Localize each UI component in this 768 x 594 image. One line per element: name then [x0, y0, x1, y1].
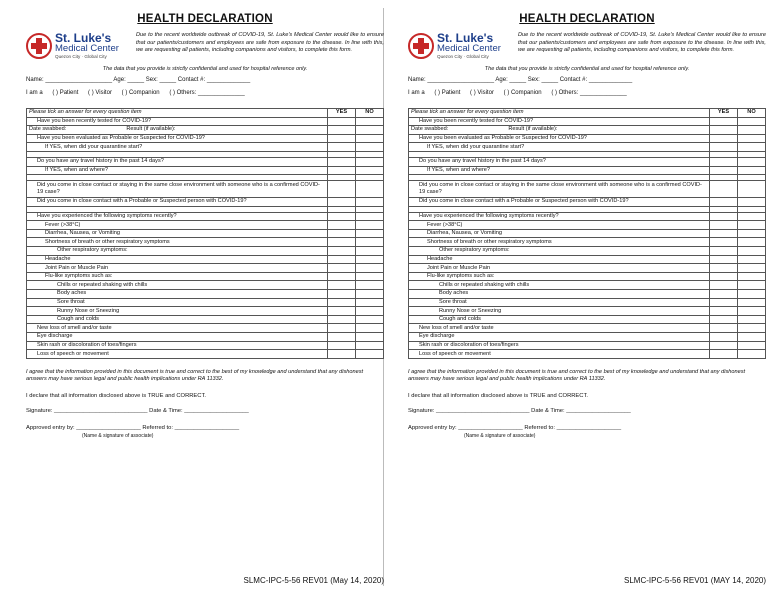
symptom-skin: Skin rash or discoloration of toes/fingers [409, 341, 710, 350]
table-row [27, 315, 384, 324]
no-box[interactable] [738, 298, 766, 307]
table-row [27, 157, 384, 166]
no-box[interactable] [738, 281, 766, 290]
yes-box[interactable] [328, 166, 356, 175]
yes-box[interactable] [328, 238, 356, 247]
no-box[interactable] [738, 247, 766, 256]
yes-box[interactable] [328, 157, 356, 166]
yes-box[interactable] [710, 157, 738, 166]
yes-box[interactable] [710, 272, 738, 281]
question-contact-confirmed: Did you come in close contact or staying in the same close environment with someone who is a confirmed COVID-19 case? [27, 181, 328, 198]
table-row [27, 247, 384, 256]
no-box[interactable] [738, 315, 766, 324]
result-label: Result (if available): [126, 126, 176, 133]
table-row [409, 350, 766, 359]
symptom-headache: Headache [27, 255, 328, 264]
approved-entry-sub: (Name & signature of associate) [464, 432, 536, 439]
confidential-note: The data that you provide is strictly confidential and used for hospital reference only. [484, 66, 690, 73]
question-contact-confirmed: Did you come in close contact or staying in the same close environment with someone who is a confirmed COVID-19 case? [409, 181, 710, 198]
no-box[interactable] [356, 117, 384, 126]
no-box[interactable] [356, 134, 384, 143]
yes-header: YES [710, 108, 738, 117]
no-box[interactable] [356, 143, 384, 152]
yes-box[interactable] [710, 229, 738, 238]
symptom-chills: Chills or repeated shaking with chills [27, 281, 328, 290]
yes-box[interactable] [328, 307, 356, 316]
hospital-logo [26, 32, 130, 60]
role-others[interactable]: ( ) Others: ______________ [169, 90, 245, 97]
question-evaluated: Have you been evaluated as Probable or Suspected for COVID-19? [409, 134, 710, 143]
table-row [27, 290, 384, 299]
no-box[interactable] [738, 324, 766, 333]
agreement-text: I agree that the information provided in this document is true and correct to the best of my knowledge and understand that any dishonest answers may have serious legal and public health implications under RA 11332. [26, 368, 364, 383]
symptom-runny-nose: Runny Nose or Sneezing [409, 307, 710, 316]
yes-box[interactable] [328, 117, 356, 126]
table-row [409, 341, 766, 350]
table-row [27, 221, 384, 230]
symptom-runny-nose: Runny Nose or Sneezing [27, 307, 328, 316]
approved-entry-line[interactable]: Approved entry by: ____________________ Referred to: ____________________ [408, 425, 622, 432]
table-row [27, 198, 384, 207]
name-field-line[interactable]: Name: ____________________ Age: _____ Sex: _____ Contact #: _____________ [26, 76, 251, 83]
question-quarantine: If YES, when did your quarantine start? [409, 143, 710, 152]
yes-box[interactable] [328, 264, 356, 273]
table-row [27, 238, 384, 247]
form-code-footer: SLMC-IPC-5-56 REV01 (May 14, 2020) [243, 576, 384, 585]
swab-date-label: Date swabbed: [411, 126, 449, 133]
yes-box[interactable] [710, 341, 738, 350]
table-instruction: Please tick an answer for every question item [409, 108, 710, 117]
logo-line3: Quezon City · Global City [437, 54, 489, 60]
symptom-breath: Shortness of breath or other respiratory symptoms [27, 238, 328, 247]
table-row [27, 264, 384, 273]
symptom-diarrhea: Diarrhea, Nausea, or Vomiting [27, 229, 328, 238]
no-box[interactable] [356, 166, 384, 175]
signature-line[interactable]: Signature: _____________________________ Date & Time: ____________________ [26, 408, 249, 415]
table-header-row [27, 108, 384, 117]
yes-box[interactable] [710, 134, 738, 143]
symptom-sore-throat: Sore throat [27, 298, 328, 307]
symptom-body-aches: Body aches [409, 290, 710, 299]
no-box[interactable] [356, 333, 384, 342]
no-box[interactable] [356, 350, 384, 359]
table-row [409, 126, 766, 135]
table-row [409, 290, 766, 299]
no-box[interactable] [738, 264, 766, 273]
symptom-fever: Fever (>38°C) [409, 221, 710, 230]
question-symptoms: Have you experienced the following symptoms recently? [27, 212, 328, 221]
i-am-label: I am a [408, 90, 425, 97]
symptom-eye: Eye discharge [409, 333, 710, 342]
no-box[interactable] [356, 307, 384, 316]
no-box[interactable] [356, 341, 384, 350]
role-visitor[interactable]: ( ) Visitor [88, 90, 112, 97]
table-row [27, 126, 384, 135]
yes-box[interactable] [328, 350, 356, 359]
yes-box[interactable] [328, 126, 356, 135]
cross-seal-icon [26, 33, 52, 59]
yes-header: YES [328, 108, 356, 117]
form-header [26, 32, 384, 60]
no-box[interactable] [738, 143, 766, 152]
table-row [409, 157, 766, 166]
logo-line2: Medical Center [437, 43, 501, 55]
question-travel: Do you have any travel history in the past 14 days? [27, 157, 328, 166]
table-row [27, 229, 384, 238]
role-companion[interactable]: ( ) Companion [121, 90, 160, 97]
logo-line3: Quezon City · Global City [55, 54, 107, 60]
result-label: Result (if available): [508, 126, 558, 133]
yes-box[interactable] [328, 272, 356, 281]
no-box[interactable] [356, 315, 384, 324]
table-row [27, 166, 384, 175]
table-row [27, 307, 384, 316]
table-row [409, 181, 766, 198]
yes-box[interactable] [328, 229, 356, 238]
no-box[interactable] [356, 324, 384, 333]
no-header: NO [356, 108, 384, 117]
form-title: HEALTH DECLARATION [519, 13, 655, 25]
symptom-fever: Fever (>38°C) [27, 221, 328, 230]
table-row [27, 281, 384, 290]
symptom-speech: Loss of speech or movement [27, 350, 328, 359]
i-am-label: I am a [26, 90, 43, 97]
role-selection [26, 90, 384, 98]
cross-seal-icon [408, 33, 434, 59]
table-row [27, 298, 384, 307]
table-row [27, 181, 384, 198]
intro-text: Due to the recent worldwide outbreak of COVID-19, St. Luke's Medical Center would like to ensure that our patients/customers and employees are safe from exposure to the disease. In line with this, we are requesting all patients, including companions and visitors, to complete this form. [136, 32, 384, 54]
symptom-joint: Joint Pain or Muscle Pain [27, 264, 328, 273]
logo-line1: St. Luke's [437, 31, 494, 46]
table-row [27, 341, 384, 350]
no-box[interactable] [738, 126, 766, 135]
question-symptoms: Have you experienced the following symptoms recently? [409, 212, 710, 221]
table-row [409, 221, 766, 230]
yes-box[interactable] [710, 126, 738, 135]
symptom-flu: Flu-like symptoms such as: [409, 272, 710, 281]
role-patient[interactable]: ( ) Patient [434, 90, 461, 97]
table-row [409, 333, 766, 342]
table-row [409, 315, 766, 324]
table-row [409, 307, 766, 316]
no-box[interactable] [738, 166, 766, 175]
yes-box[interactable] [710, 281, 738, 290]
table-row [27, 350, 384, 359]
table-row [409, 298, 766, 307]
question-tested: Have you been recently tested for COVID-19? [409, 117, 710, 126]
no-box[interactable] [356, 212, 384, 221]
table-row [27, 255, 384, 264]
role-visitor[interactable]: ( ) Visitor [470, 90, 494, 97]
question-travel-when: If YES, when and where? [27, 166, 328, 175]
yes-box[interactable] [710, 290, 738, 299]
question-tested: Have you been recently tested for COVID-19? [27, 117, 328, 126]
symptom-smell: New loss of smell and/or taste [409, 324, 710, 333]
question-swab-date [27, 126, 328, 135]
symptom-sore-throat: Sore throat [409, 298, 710, 307]
table-row [409, 117, 766, 126]
table-row [27, 324, 384, 333]
no-box[interactable] [738, 229, 766, 238]
form-title: HEALTH DECLARATION [137, 13, 273, 25]
no-box[interactable] [738, 290, 766, 299]
no-box[interactable] [356, 264, 384, 273]
swab-date-label: Date swabbed: [29, 126, 67, 133]
no-box[interactable] [356, 255, 384, 264]
yes-box[interactable] [710, 181, 738, 198]
yes-box[interactable] [710, 264, 738, 273]
yes-box[interactable] [328, 290, 356, 299]
yes-box[interactable] [710, 307, 738, 316]
table-row [27, 212, 384, 221]
yes-box[interactable] [710, 298, 738, 307]
symptom-body-aches: Body aches [27, 290, 328, 299]
table-row [409, 212, 766, 221]
yes-box[interactable] [710, 238, 738, 247]
no-box[interactable] [356, 298, 384, 307]
yes-box[interactable] [710, 247, 738, 256]
approved-entry-line[interactable]: Approved entry by: ____________________ Referred to: ____________________ [26, 425, 240, 432]
yes-box[interactable] [328, 341, 356, 350]
yes-box[interactable] [328, 212, 356, 221]
question-quarantine: If YES, when did your quarantine start? [27, 143, 328, 152]
no-box[interactable] [356, 221, 384, 230]
no-box[interactable] [738, 198, 766, 207]
table-row [409, 229, 766, 238]
yes-box[interactable] [710, 117, 738, 126]
agreement-text: I agree that the information provided in this document is true and correct to the best of my knowledge and understand that any dishonest answers may have serious legal and public health implications under RA 11332. [408, 368, 746, 383]
yes-box[interactable] [328, 281, 356, 290]
table-row [409, 264, 766, 273]
symptom-chills: Chills or repeated shaking with chills [409, 281, 710, 290]
symptom-other-resp: Other respiratory symptoms: [27, 247, 328, 256]
symptom-skin: Skin rash or discoloration of toes/fingers [27, 341, 328, 350]
table-row [409, 272, 766, 281]
yes-box[interactable] [710, 143, 738, 152]
question-travel-when: If YES, when and where? [409, 166, 710, 175]
yes-box[interactable] [710, 350, 738, 359]
symptom-smell: New loss of smell and/or taste [27, 324, 328, 333]
yes-box[interactable] [710, 324, 738, 333]
no-box[interactable] [356, 247, 384, 256]
form-copy-right [408, 12, 766, 586]
table-row [27, 333, 384, 342]
no-box[interactable] [356, 157, 384, 166]
table-header-row [409, 108, 766, 117]
yes-box[interactable] [328, 143, 356, 152]
symptom-flu: Flu-like symptoms such as: [27, 272, 328, 281]
yes-box[interactable] [328, 324, 356, 333]
symptom-eye: Eye discharge [27, 333, 328, 342]
symptom-diarrhea: Diarrhea, Nausea, or Vomiting [409, 229, 710, 238]
no-box[interactable] [738, 212, 766, 221]
yes-box[interactable] [710, 333, 738, 342]
no-box[interactable] [738, 238, 766, 247]
no-box[interactable] [738, 181, 766, 198]
table-row [409, 143, 766, 152]
question-contact-probable: Did you come in close contact with a Probable or Suspected person with COVID-19? [409, 198, 710, 207]
no-box[interactable] [738, 272, 766, 281]
name-field-line[interactable]: Name: ____________________ Age: _____ Sex: _____ Contact #: _____________ [408, 76, 633, 83]
no-box[interactable] [738, 134, 766, 143]
confidential-note: The data that you provide is strictly confidential and used for hospital reference only. [102, 66, 308, 73]
yes-box[interactable] [328, 315, 356, 324]
declaration-text: I declare that all information disclosed above is TRUE and CORRECT. [26, 392, 206, 399]
no-box[interactable] [356, 198, 384, 207]
yes-box[interactable] [710, 166, 738, 175]
table-row [409, 238, 766, 247]
hospital-logo [408, 32, 512, 60]
table-row [409, 134, 766, 143]
table-row [409, 281, 766, 290]
yes-box[interactable] [328, 333, 356, 342]
symptom-breath: Shortness of breath or other respiratory symptoms [409, 238, 710, 247]
yes-box[interactable] [328, 247, 356, 256]
table-instruction: Please tick an answer for every question item [27, 108, 328, 117]
symptom-other-resp: Other respiratory symptoms: [409, 247, 710, 256]
table-row [409, 255, 766, 264]
role-patient[interactable]: ( ) Patient [52, 90, 79, 97]
yes-box[interactable] [710, 255, 738, 264]
signature-line[interactable]: Signature: _____________________________ Date & Time: ____________________ [408, 408, 631, 415]
yes-box[interactable] [328, 181, 356, 198]
role-companion[interactable]: ( ) Companion [503, 90, 542, 97]
logo-line1: St. Luke's [55, 31, 112, 46]
no-box[interactable] [738, 221, 766, 230]
form-copy-left [26, 12, 384, 586]
no-box[interactable] [356, 281, 384, 290]
no-box[interactable] [738, 255, 766, 264]
logo-line2: Medical Center [55, 43, 119, 55]
intro-text: Due to the recent worldwide outbreak of COVID-19, St. Luke's Medical Center would like to ensure that our patients/customers and employees are safe from exposure to the disease. In line with this, we are requesting all patients, including companions and visitors, to complete this form. [518, 32, 766, 54]
yes-box[interactable] [710, 315, 738, 324]
no-box[interactable] [356, 290, 384, 299]
no-box[interactable] [356, 272, 384, 281]
screening-table [408, 108, 766, 359]
symptom-speech: Loss of speech or movement [409, 350, 710, 359]
no-box[interactable] [738, 350, 766, 359]
table-row [409, 198, 766, 207]
no-header: NO [738, 108, 766, 117]
role-selection [408, 90, 766, 98]
yes-box[interactable] [710, 221, 738, 230]
table-row [27, 143, 384, 152]
yes-box[interactable] [710, 212, 738, 221]
table-row [409, 166, 766, 175]
no-box[interactable] [738, 333, 766, 342]
declaration-text: I declare that all information disclosed above is TRUE and CORRECT. [408, 392, 588, 399]
yes-box[interactable] [328, 255, 356, 264]
table-row [27, 272, 384, 281]
symptom-cough: Cough and colds [409, 315, 710, 324]
table-row [409, 324, 766, 333]
no-box[interactable] [738, 117, 766, 126]
form-header [408, 32, 766, 60]
no-box[interactable] [738, 307, 766, 316]
question-swab-date [409, 126, 710, 135]
no-box[interactable] [356, 181, 384, 198]
symptom-headache: Headache [409, 255, 710, 264]
symptom-cough: Cough and colds [27, 315, 328, 324]
role-others[interactable]: ( ) Others: ______________ [551, 90, 627, 97]
yes-box[interactable] [328, 298, 356, 307]
no-box[interactable] [356, 229, 384, 238]
no-box[interactable] [356, 126, 384, 135]
yes-box[interactable] [328, 221, 356, 230]
yes-box[interactable] [328, 134, 356, 143]
question-contact-probable: Did you come in close contact with a Probable or Suspected person with COVID-19? [27, 198, 328, 207]
no-box[interactable] [356, 238, 384, 247]
symptom-joint: Joint Pain or Muscle Pain [409, 264, 710, 273]
question-evaluated: Have you been evaluated as Probable or Suspected for COVID-19? [27, 134, 328, 143]
no-box[interactable] [738, 341, 766, 350]
question-travel: Do you have any travel history in the past 14 days? [409, 157, 710, 166]
yes-box[interactable] [328, 198, 356, 207]
approved-entry-sub: (Name & signature of associate) [82, 432, 154, 439]
table-row [27, 117, 384, 126]
table-row [409, 247, 766, 256]
table-row [27, 134, 384, 143]
form-code-footer: SLMC-IPC-5-56 REV01 (MAY 14, 2020) [624, 576, 766, 585]
no-box[interactable] [738, 157, 766, 166]
screening-table [26, 108, 384, 359]
yes-box[interactable] [710, 198, 738, 207]
